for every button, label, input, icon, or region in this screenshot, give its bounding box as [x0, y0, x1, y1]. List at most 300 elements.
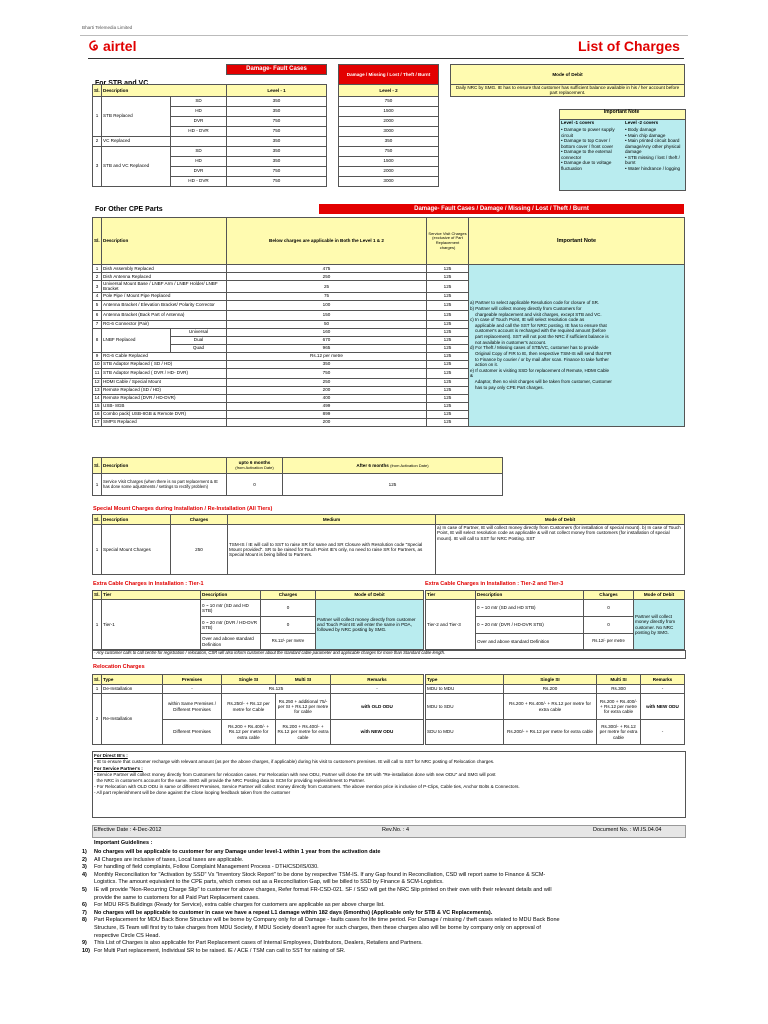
stb-row-desc: STB Replaced — [102, 96, 171, 136]
ext2-col-desc: Description — [476, 591, 584, 600]
stb-row-sub: HD - DVR — [171, 126, 227, 136]
sv-upto-value: 0 — [227, 474, 283, 496]
reloc2-r2-rem: with NEW ODU — [641, 694, 685, 720]
cpe-note-line: e) If customer is visiting SSD for replacement of Remote, HDMI Cable — [470, 367, 610, 373]
reloc-r2a-prem: within Same Premises / Different Premises — [163, 694, 222, 720]
stb-row-level2: 1500 — [339, 106, 439, 116]
stb-row-sl: 3 — [93, 146, 102, 186]
guideline-text: No charges will be applicable to customer for any Damage under level-1 within 1 year from the activation date — [94, 849, 381, 855]
cpe-row-sl: 17 — [94, 419, 100, 425]
title-rule — [88, 58, 684, 59]
ext2-col-charges: Charges — [584, 591, 634, 600]
ext2-col-tier: Tier — [426, 591, 476, 600]
cable-note-text: Any customer calls to call centre for registration / relocation, CSR will also inform customer about the standard cable parameter and applicable charges for more than Standard cable length. — [96, 650, 446, 655]
stb-row-level1: 350 — [227, 146, 327, 156]
direct-ie-head: For Direct IE's : — [94, 753, 128, 758]
cpe-row-desc: Antenna Bracket (Back Part of Antenna) — [102, 310, 227, 320]
sv-col-desc: Description — [102, 458, 227, 474]
stb-row-level1: 350 — [227, 156, 327, 166]
cpe-row-desc: STB Adaptor Replaced ( SD / HD) — [102, 360, 227, 368]
cpe-row-desc: LNBF Replaced — [102, 328, 171, 352]
reloc2-r3-single: Rs.200/- + Rs.12 per metre for extra cable — [504, 720, 597, 745]
stb-row-level2: 750 — [339, 96, 439, 106]
cpe-row-sl: 3 — [93, 281, 102, 293]
guideline-number: 5) — [82, 887, 87, 893]
ext2-row2-desc: 0 ~ 20 mtr (DVR / HD-DVR STB) — [476, 617, 584, 634]
reloc-r1-prem: - — [163, 685, 222, 694]
relocation-table-right — [425, 674, 685, 745]
guideline-number: 7) — [82, 909, 87, 916]
cpe-row-value: 200 — [227, 386, 427, 394]
reloc2-r3-rem: - — [641, 720, 685, 745]
cpe-row-service-charge: 125 — [427, 368, 469, 378]
cpe-col-sl: Sl. — [93, 218, 102, 265]
stb-row-level1: 750 — [227, 126, 327, 136]
stb-row-level1: 750 — [227, 176, 327, 186]
stb-col-sl: Sl. — [93, 85, 102, 97]
reloc-r2b-rem: with NEW ODU — [331, 720, 424, 745]
reloc-r2a-single: Rs.250/- + Rs.12 per metre for Cable — [222, 694, 276, 720]
stb-row-spacer — [439, 106, 451, 116]
cpe-row-value: 150 — [227, 310, 427, 320]
page-title: List of Charges — [578, 38, 680, 54]
ext1-row3-charge: Rs.12/- per metre — [261, 634, 316, 650]
cpe-row-sl: 13 — [94, 387, 100, 393]
reloc-col-sl: Sl. — [93, 675, 102, 685]
cpe-table — [92, 217, 685, 427]
ext1-col-charges: Charges — [261, 591, 316, 600]
ext2-row1-desc: 0 ~ 10 mtr (SD and HD STB) — [476, 600, 584, 617]
stb-row-sl: 1 — [93, 96, 102, 136]
level1-covers-list — [561, 127, 623, 171]
cpe-row-desc: HDMI Cable / Special Mount — [102, 378, 227, 386]
cpe-row-value: 499 — [227, 402, 427, 410]
header-rule — [80, 35, 688, 36]
stb-row-level1: 750 — [227, 116, 327, 126]
reloc2-r3-multi: Rs.300/- + Rs.12 per metre for extra cable — [597, 720, 641, 745]
sm-sl: 1 — [93, 525, 102, 575]
cpe-row-desc: Antenna Bracket / Elevation Bracket/ Polarity Corrector — [102, 300, 227, 310]
sv-col-after-sub: (from Activation Date) — [390, 462, 429, 468]
cpe-row-service-charge: 125 — [427, 418, 469, 426]
cpe-note-line: chargeable replacement and visit charges, except STB and VC. — [470, 311, 602, 317]
level2-cover-item: • Body damage — [625, 127, 657, 132]
cpe-row-service-charge: 125 — [427, 320, 469, 328]
cpe-note-line: a) Partner to select applicable Resolution code for closure of SR. — [470, 300, 600, 306]
reloc-r1-value: Rs.125 — [222, 685, 331, 694]
stb-level1-head: Level - 1 — [227, 85, 327, 97]
direct-ie-text: - IE to ensure that customer recharge with relevant amount (as per the above charges, if applicable) during his visit to customer's premises. IE will call to SST for NRC posting of Relocation charges. — [94, 759, 495, 764]
stb-row-sub: HD - DVR — [171, 176, 227, 186]
reloc-r1-rem: - — [331, 685, 424, 694]
stb-row-spacer — [439, 176, 451, 186]
cpe-row-value: 250 — [227, 273, 427, 281]
cpe-row-sl: 15 — [94, 403, 100, 409]
ext2-heading: Extra Cable Charges in Installation : Tier-2 and Tier-3 — [425, 581, 564, 587]
guideline-number: 4) — [82, 871, 87, 878]
stb-row-level2: 1500 — [339, 156, 439, 166]
reloc-r2b-multi: Rs.200 + Rs.400/- + Rs.12 per metre for extra cable — [276, 720, 331, 745]
sv-col-after: After 6 months — [356, 462, 389, 468]
effective-date: Effective Date : 4-Dec-2012 — [94, 827, 162, 833]
guideline-text: No charges will be applicable to customer in case we have a repeat L1 damage within 182 days (6months) (Applicable only for STB & VC Replacements). — [94, 909, 493, 916]
cpe-row-service-charge: 125 — [427, 402, 469, 410]
cpe-row-sl: 4 — [93, 292, 102, 300]
reloc-r2-sl: 2 — [93, 694, 102, 745]
cpe-row-desc: Universal Mount Base / LNBF Arm / LNBF Holder/ LNBF Bracket — [102, 281, 227, 293]
sv-sl: 1 — [93, 474, 102, 496]
guideline-text: Monthly Reconciliation for "Activation by SSD" Vs "Inventory Stock Report" to be done by respective TSM-IS. If any Gap found in Reconciliation, CSD will report same to Finance & SCM- — [94, 871, 546, 878]
ext1-table — [92, 590, 424, 650]
guideline-text-cont: respective Circle CS Head. — [94, 932, 161, 939]
sv-desc: Service Visit Charges (when there is no part replacement & IE has done some adjustments / settings to rectify problem) — [102, 474, 227, 496]
cable-note — [94, 651, 445, 656]
ext1-row3-desc: Over and above standard Definition — [201, 634, 261, 650]
cpe-row-service-charge: 125 — [427, 300, 469, 310]
level1-cover-item: • Damage due to voltage fluctuation — [561, 160, 612, 171]
reloc-r1-sl: 1 — [93, 685, 102, 694]
reloc2-r2-single: Rs.200 + Rs.400/- + Rs.12 per metre for extra cable — [504, 694, 597, 720]
sm-medium: TSM-IS / IE will call to SST to raise SR for same and SR Closure with Resolution code "Special Mount provided". SR to be raised for Touch Point IE's only, no need to raise SR for Partners, as Special Mount is being billed to Partners. — [228, 525, 436, 575]
stb-row-spacer — [327, 106, 339, 116]
col-damage-lost: Damage / Missing / Lost / Theft / Burnt — [339, 65, 439, 85]
col-damage-fault: Damage- Fault Cases — [227, 65, 327, 75]
reloc-r2a-rem: with OLD ODU — [331, 694, 424, 720]
guideline-text-cont: Logistics. The amount equivalent to the CPE parts, which comes out as a Reconciliation Gap, will be billed to SSD by Finance & SCM-Logistics. — [94, 879, 444, 886]
cpe-row-desc: Combo pack( USB-8GB & Remote DVR) — [102, 410, 227, 418]
stb-row-level2: 3000 — [339, 126, 439, 136]
reloc-r2b-prem: Different Premises — [163, 720, 222, 745]
cpe-row-service-charge: 125 — [427, 352, 469, 360]
cpe-row-value: 899 — [227, 410, 427, 418]
ext1-col-desc: Description — [201, 591, 261, 600]
stb-row-level1: 750 — [227, 166, 327, 176]
ext1-row1-charge: 0 — [261, 600, 316, 617]
stb-row-spacer — [327, 146, 339, 156]
cpe-note-line: c) In case of Touch Point, IE will select resolution code as — [470, 317, 585, 323]
cpe-row-value: 50 — [227, 320, 427, 328]
cpe-row-service-charge: 125 — [427, 310, 469, 320]
guideline-number: 1) — [82, 849, 87, 855]
guideline-text-cont: provide the same to customers for all Paid Part Replacement cases. — [94, 894, 260, 901]
cpe-row-desc: RG-6 Connector (Pair) — [102, 320, 227, 328]
ext2-debit: Partner will collect money directly from customer. No NRC posting by SMG. — [634, 600, 685, 650]
sm-col-debit: Mode of Debit — [436, 515, 685, 525]
stb-row-spacer — [439, 166, 451, 176]
airtel-logo-icon — [88, 39, 102, 53]
cpe-row-sl: 1 — [93, 265, 102, 273]
stb-row-level2: 350 — [339, 136, 439, 146]
guidelines-heading: Important Guidelines : — [94, 840, 153, 846]
ext1-heading: Extra Cable Charges in Installation : Tier-1 — [93, 581, 204, 587]
cpe-row-desc: Remote Replaced (SD / HD) — [102, 386, 227, 394]
stb-heading: For STB and VC — [95, 80, 149, 87]
stb-row-sub — [171, 136, 227, 146]
cpe-row-value: 160 — [227, 328, 427, 336]
ext2-row1-charge: 0 — [584, 600, 634, 617]
guideline-text: For MDU RFS Buildings (Ready for Service), extra cable charges for customers are applicable as per above charge list. — [94, 902, 385, 909]
cpe-row-service-charge: 125 — [427, 394, 469, 402]
level2-covers-list — [625, 127, 683, 171]
sv-after-value: 125 — [283, 474, 503, 496]
ext2-table — [425, 590, 685, 650]
cpe-row-service-charge: 125 — [427, 386, 469, 394]
cpe-row-sub: Universal — [171, 328, 227, 336]
ext1-col-debit: Mode of Debit — [316, 591, 424, 600]
stb-level2-head: Level - 2 — [339, 85, 439, 97]
reloc2-col-multi: Multi SI — [597, 675, 641, 685]
cpe-note-line: Original Copy of FIR to IE, then respective TSM-IS will send that FIR — [470, 350, 612, 356]
reloc-r1-type: De-Installation — [102, 685, 163, 694]
cpe-note-line: d) For Theft / Missing cases of STB/VC, customer has to provide — [470, 345, 599, 351]
stb-debit-text: Daily NRC by SMG. IE has to ensure that customer has sufficient balance available in his / her account before part replacement. — [451, 85, 685, 97]
sv-col-upto-sub: (from Activation Date) — [235, 465, 274, 471]
guideline-text: Part Replacement for MDU Back Bone Structure will be borne by Company only for all Damage - faults cases for life time period. For Damage / missing / theft cases related to MDU Back Bone — [94, 917, 560, 924]
stb-row-sub: HD — [171, 106, 227, 116]
cpe-row-value: 475 — [227, 265, 427, 273]
sm-col-sl: Sl. — [93, 515, 102, 525]
cpe-note-line: action on it. — [470, 362, 499, 368]
ext1-col-sl: Sl. — [93, 591, 102, 600]
guideline-number: 3) — [82, 864, 87, 871]
cpe-note-line: has to pay only CPE Part charges. — [470, 384, 544, 390]
level2-cover-item: • Main chip damage — [625, 132, 666, 138]
cpe-row-value: 350 — [227, 360, 427, 368]
company-name: Bharti Telemedia Limited — [82, 25, 133, 30]
cpe-row-sl: 7 — [93, 320, 102, 328]
cpe-row-value: 100 — [227, 300, 427, 310]
cpe-row-value: Rs.12 per metre — [227, 352, 427, 360]
stb-row-spacer — [439, 146, 451, 156]
reloc2-r1-single: Rs.200 — [504, 685, 597, 694]
reloc2-r2-type: MDU to SDU — [426, 694, 504, 720]
guideline-number: 6) — [82, 902, 87, 909]
cpe-heading: For Other CPE Parts — [95, 206, 163, 213]
sm-col-charges: Charges — [171, 515, 228, 525]
document-number: Document No. : WI.IS.04.04 — [593, 827, 662, 833]
cpe-row-service-charge: 125 — [427, 292, 469, 300]
cpe-row-service-charge: 125 — [427, 378, 469, 386]
reloc-col-remarks: Remarks — [331, 675, 424, 685]
page — [80, 24, 688, 1017]
reloc-col-premises: Premises — [163, 675, 222, 685]
reloc2-r2-multi: Rs.200 + Rs.400/- + Rs.12 per metre for extra cable — [597, 694, 641, 720]
level1-cover-item: • Damage to the external connector — [561, 149, 612, 160]
cpe-row-sl: 8 — [93, 328, 102, 352]
ext2-row3-desc: Over and above standard Definition — [476, 634, 584, 650]
cpe-row-sl: 10 — [94, 361, 100, 367]
level2-cover-item: • Water hindrance / logging — [625, 165, 681, 171]
cpe-row-service-charge: 125 — [427, 336, 469, 344]
stb-row-spacer — [327, 166, 339, 176]
partner-note-line: - Service Partner will collect money directly from Customers for relocation cases. For Relocation with new ODU, Partner will close the SR with "Re-installation done with new ODU" and SMG will post — [94, 772, 496, 777]
cpe-row-sl: 2 — [93, 273, 102, 281]
sm-col-desc: Description — [102, 515, 171, 525]
guideline-number: 8) — [82, 917, 87, 924]
stb-row-spacer — [327, 136, 339, 146]
stb-row-spacer — [439, 116, 451, 126]
cpe-row-service-charge: 125 — [427, 281, 469, 293]
stb-imp-note-title: Important Note — [603, 109, 640, 115]
stb-row-sub: SD — [171, 146, 227, 156]
cpe-row-sl: 14 — [94, 395, 100, 401]
cpe-row-sl: 9 — [93, 352, 102, 360]
reloc-col-single: Single SI — [222, 675, 276, 685]
service-visit-table — [92, 457, 503, 496]
ext2-row3-charge: Rs.12/- per metre — [584, 634, 634, 650]
partner-head: For Service Partner's : — [94, 766, 143, 771]
cpe-row-service-charge: 125 — [427, 360, 469, 368]
cpe-row-service-charge: 125 — [427, 344, 469, 352]
reloc2-r1-rem: - — [641, 685, 685, 694]
reloc2-col-remarks: Remarks — [641, 675, 685, 685]
logo-text: airtel — [103, 38, 137, 54]
guideline-text: For handling of field complaints, Follow Complaint Management Process - DTH/CSD/IS/030. — [94, 864, 319, 871]
cable-note-dash: - — [94, 650, 97, 655]
cpe-row-sl: 16 — [94, 411, 100, 417]
stb-row-spacer — [327, 156, 339, 166]
cpe-col-desc: Description — [102, 218, 227, 265]
guideline-number: 9) — [82, 940, 87, 947]
ext1-row2-charge: 0 — [261, 617, 316, 634]
stb-row-level2: 3000 — [339, 176, 439, 186]
sm-charge: 250 — [171, 525, 228, 575]
stb-row-desc: STB and VC Replaced — [102, 146, 171, 186]
cpe-row-sl: 5 — [93, 300, 102, 310]
ext1-row2-desc: 0 ~ 20 mtr (DVR / HD-DVR STB) — [201, 617, 261, 634]
stb-row-level2: 2000 — [339, 116, 439, 126]
sv-col-upto: upto 6 months — [238, 460, 271, 466]
stb-row-level1: 350 — [227, 96, 327, 106]
cpe-important-notes — [469, 265, 685, 427]
stb-row-level2: 2000 — [339, 166, 439, 176]
cpe-note-line: to Finance by courier / or by mail after scan. Finance to take further — [470, 356, 609, 362]
stb-row-sub: DVR — [171, 166, 227, 176]
stb-row-sub: SD — [171, 96, 227, 106]
stb-row-level1: 350 — [227, 106, 327, 116]
cpe-row-desc: Remote Replaced (DVR / HD-DVR) — [102, 394, 227, 402]
stb-row-sub: DVR — [171, 116, 227, 126]
guideline-text: IE will provide "Non-Recurring Charge Slip" to customer for above charges, Refer format FR-CSD-021. SF / SSD will get the NRC Slip printed on their own with their relevant details and will — [94, 887, 552, 893]
cpe-row-service-charge: 125 — [427, 328, 469, 336]
sm-col-medium: Medium — [228, 515, 436, 525]
sv-col-sl: Sl. — [93, 458, 102, 474]
level2-cover-item: • STB missing / lost / theft / burnt — [625, 154, 680, 165]
stb-row-spacer — [439, 96, 451, 106]
cpe-row-desc: STB Adaptor Replaced ( DVR / HD- DVR) — [102, 368, 227, 378]
cpe-row-sub: Quad — [171, 344, 227, 352]
stb-row-sub: HD — [171, 156, 227, 166]
level1-cover-item: • Damage to top Cover / bottom cover / front cover — [561, 138, 614, 149]
cpe-row-desc: USB- 8GB — [102, 402, 227, 410]
cpe-row-sl: 11 — [93, 368, 102, 378]
reloc-r2-type: Re-Installation — [102, 694, 163, 745]
cpe-row-desc: Pole Pipe / Mount Pipe Replaced — [102, 292, 227, 300]
guideline-text: This List of Charges is also applicable for Part Replacement cases of Internal Employees, Distributors, Dealers, Retailers and Partners. — [94, 940, 423, 947]
cpe-row-service-charge: 125 — [427, 273, 469, 281]
cpe-row-value: 250 — [227, 378, 427, 386]
cpe-row-value: 965 — [227, 344, 427, 352]
level2-covers-head: Level -2 covers — [625, 120, 659, 125]
col-mode-of-debit: Mode of Debit — [451, 65, 685, 85]
cpe-row-value: 200 — [227, 418, 427, 426]
reloc2-r1-type: MDU to MDU — [426, 685, 504, 694]
level1-cover-item: • Damage to power supply circuit — [561, 127, 615, 138]
stb-row-spacer — [327, 116, 339, 126]
cpe-col-svc: Service Visit Charges (exclusive of Part Replacement charges) — [427, 218, 469, 265]
stb-row-desc: VC Replaced — [102, 136, 171, 146]
cpe-note-line: & — [470, 373, 474, 379]
partner-notes — [94, 772, 520, 796]
cpe-row-desc: SMPS Replaced — [102, 418, 227, 426]
cpe-row-desc: Dish Antenna Replaced — [102, 273, 227, 281]
cpe-note-line: Adaptor, then no visit charges will be taken from customer, Customer — [470, 379, 612, 385]
reloc-r2a-multi: Rs.250 + additional 75/- per SI + Rs.12 per metre for cable — [276, 694, 331, 720]
cpe-col-note: Important Note — [469, 218, 685, 265]
reloc-col-type: Type — [102, 675, 163, 685]
cpe-row-service-charge: 125 — [427, 410, 469, 418]
ext2-tier: Tier-2 and Tier-3 — [426, 600, 476, 650]
stb-row-sl: 2 — [93, 136, 102, 146]
cpe-note-line: not available in customer's account. — [470, 339, 547, 345]
ext1-debit: Partner will collect money directly from customer and Touch Point IE will enter the same in PDA, followed by NRC posting by SMG. — [316, 600, 424, 650]
relocation-table-left — [92, 674, 424, 745]
stb-row-spacer — [439, 156, 451, 166]
cpe-row-desc: Dish Assembly Replaced — [102, 265, 227, 273]
ext2-col-debit: Mode of Debit — [634, 591, 685, 600]
ext1-col-tier: Tier — [102, 591, 201, 600]
ext1-sl: 1 — [93, 600, 102, 650]
reloc2-r3-type: SDU to MDU — [426, 720, 504, 745]
cpe-note-line: applicable and call the SST for NRC posting. IE has to ensure that — [470, 322, 607, 328]
ext1-tier: Tier-1 — [102, 600, 201, 650]
sm-desc: Special Mount Charges — [102, 525, 171, 575]
cpe-note-line: part replacement). SST will not post the NRC if sufficient balance is — [470, 334, 609, 340]
stb-row-spacer — [439, 136, 451, 146]
cpe-col-charge: Below charges are applicable in Both the Level 1 & 2 — [227, 218, 427, 265]
revision-number: Rev.No. : 4 — [382, 827, 410, 833]
stb-row-spacer — [327, 96, 339, 106]
cpe-note-line: b) Partner will collect money directly from Customers for — [470, 305, 582, 311]
cpe-row-value: 400 — [227, 394, 427, 402]
guideline-number: 10) — [82, 947, 90, 954]
level1-covers-head: Level -1 covers — [561, 120, 595, 125]
reloc2-col-type: Type — [426, 675, 504, 685]
cpe-row-value: 750 — [227, 368, 427, 378]
partner-note-line: - All part replenishment will be done against the Close looping feedback taken from the customer — [94, 789, 291, 795]
reloc-col-multi: Multi SI — [276, 675, 331, 685]
reloc2-col-single: Single SI — [504, 675, 597, 685]
partner-note-line: - For Relocation with OLD ODU in same or different Premises, Service Partner will collect money directly from Customers. The above mention price is inclusive of P-Clips, Cable ties, Anchor Bolts & Connectors. — [94, 783, 520, 789]
cpe-row-sl: 12 — [94, 379, 100, 385]
stb-row-spacer — [327, 176, 339, 186]
relocation-heading: Relocation Charges — [93, 664, 145, 670]
cpe-row-sl: 6 — [93, 310, 102, 320]
reloc2-r1-multi: Rs.300 — [597, 685, 641, 694]
guideline-number: 2) — [82, 856, 87, 863]
cpe-row-value: 25 — [227, 281, 427, 293]
guideline-text: All Charges are inclusive of taxes, Local taxes are applicable. — [94, 856, 244, 863]
stb-col-desc: Description — [102, 85, 227, 97]
cpe-row-value: 670 — [227, 336, 427, 344]
ext2-row2-charge: 0 — [584, 617, 634, 634]
cpe-row-value: 75 — [227, 292, 427, 300]
partner-note-line: the NRC in customer's account for the same. SMG will provide the NRC Posting data to SCM for providing replenishment to Partner. — [94, 777, 366, 783]
stb-row-level1: 350 — [227, 136, 327, 146]
cpe-row-sub: Dual — [171, 336, 227, 344]
sm-debit: a) In case of Partner, IE will collect money directly from Customers (for installation of special mount). b) In case of Touch Point, IE will select resolution code as applicable & will not collect money from customers (for installation of special mount). IE will call to SST for NRC Posting. SST — [436, 525, 685, 575]
stb-row — [93, 96, 685, 106]
